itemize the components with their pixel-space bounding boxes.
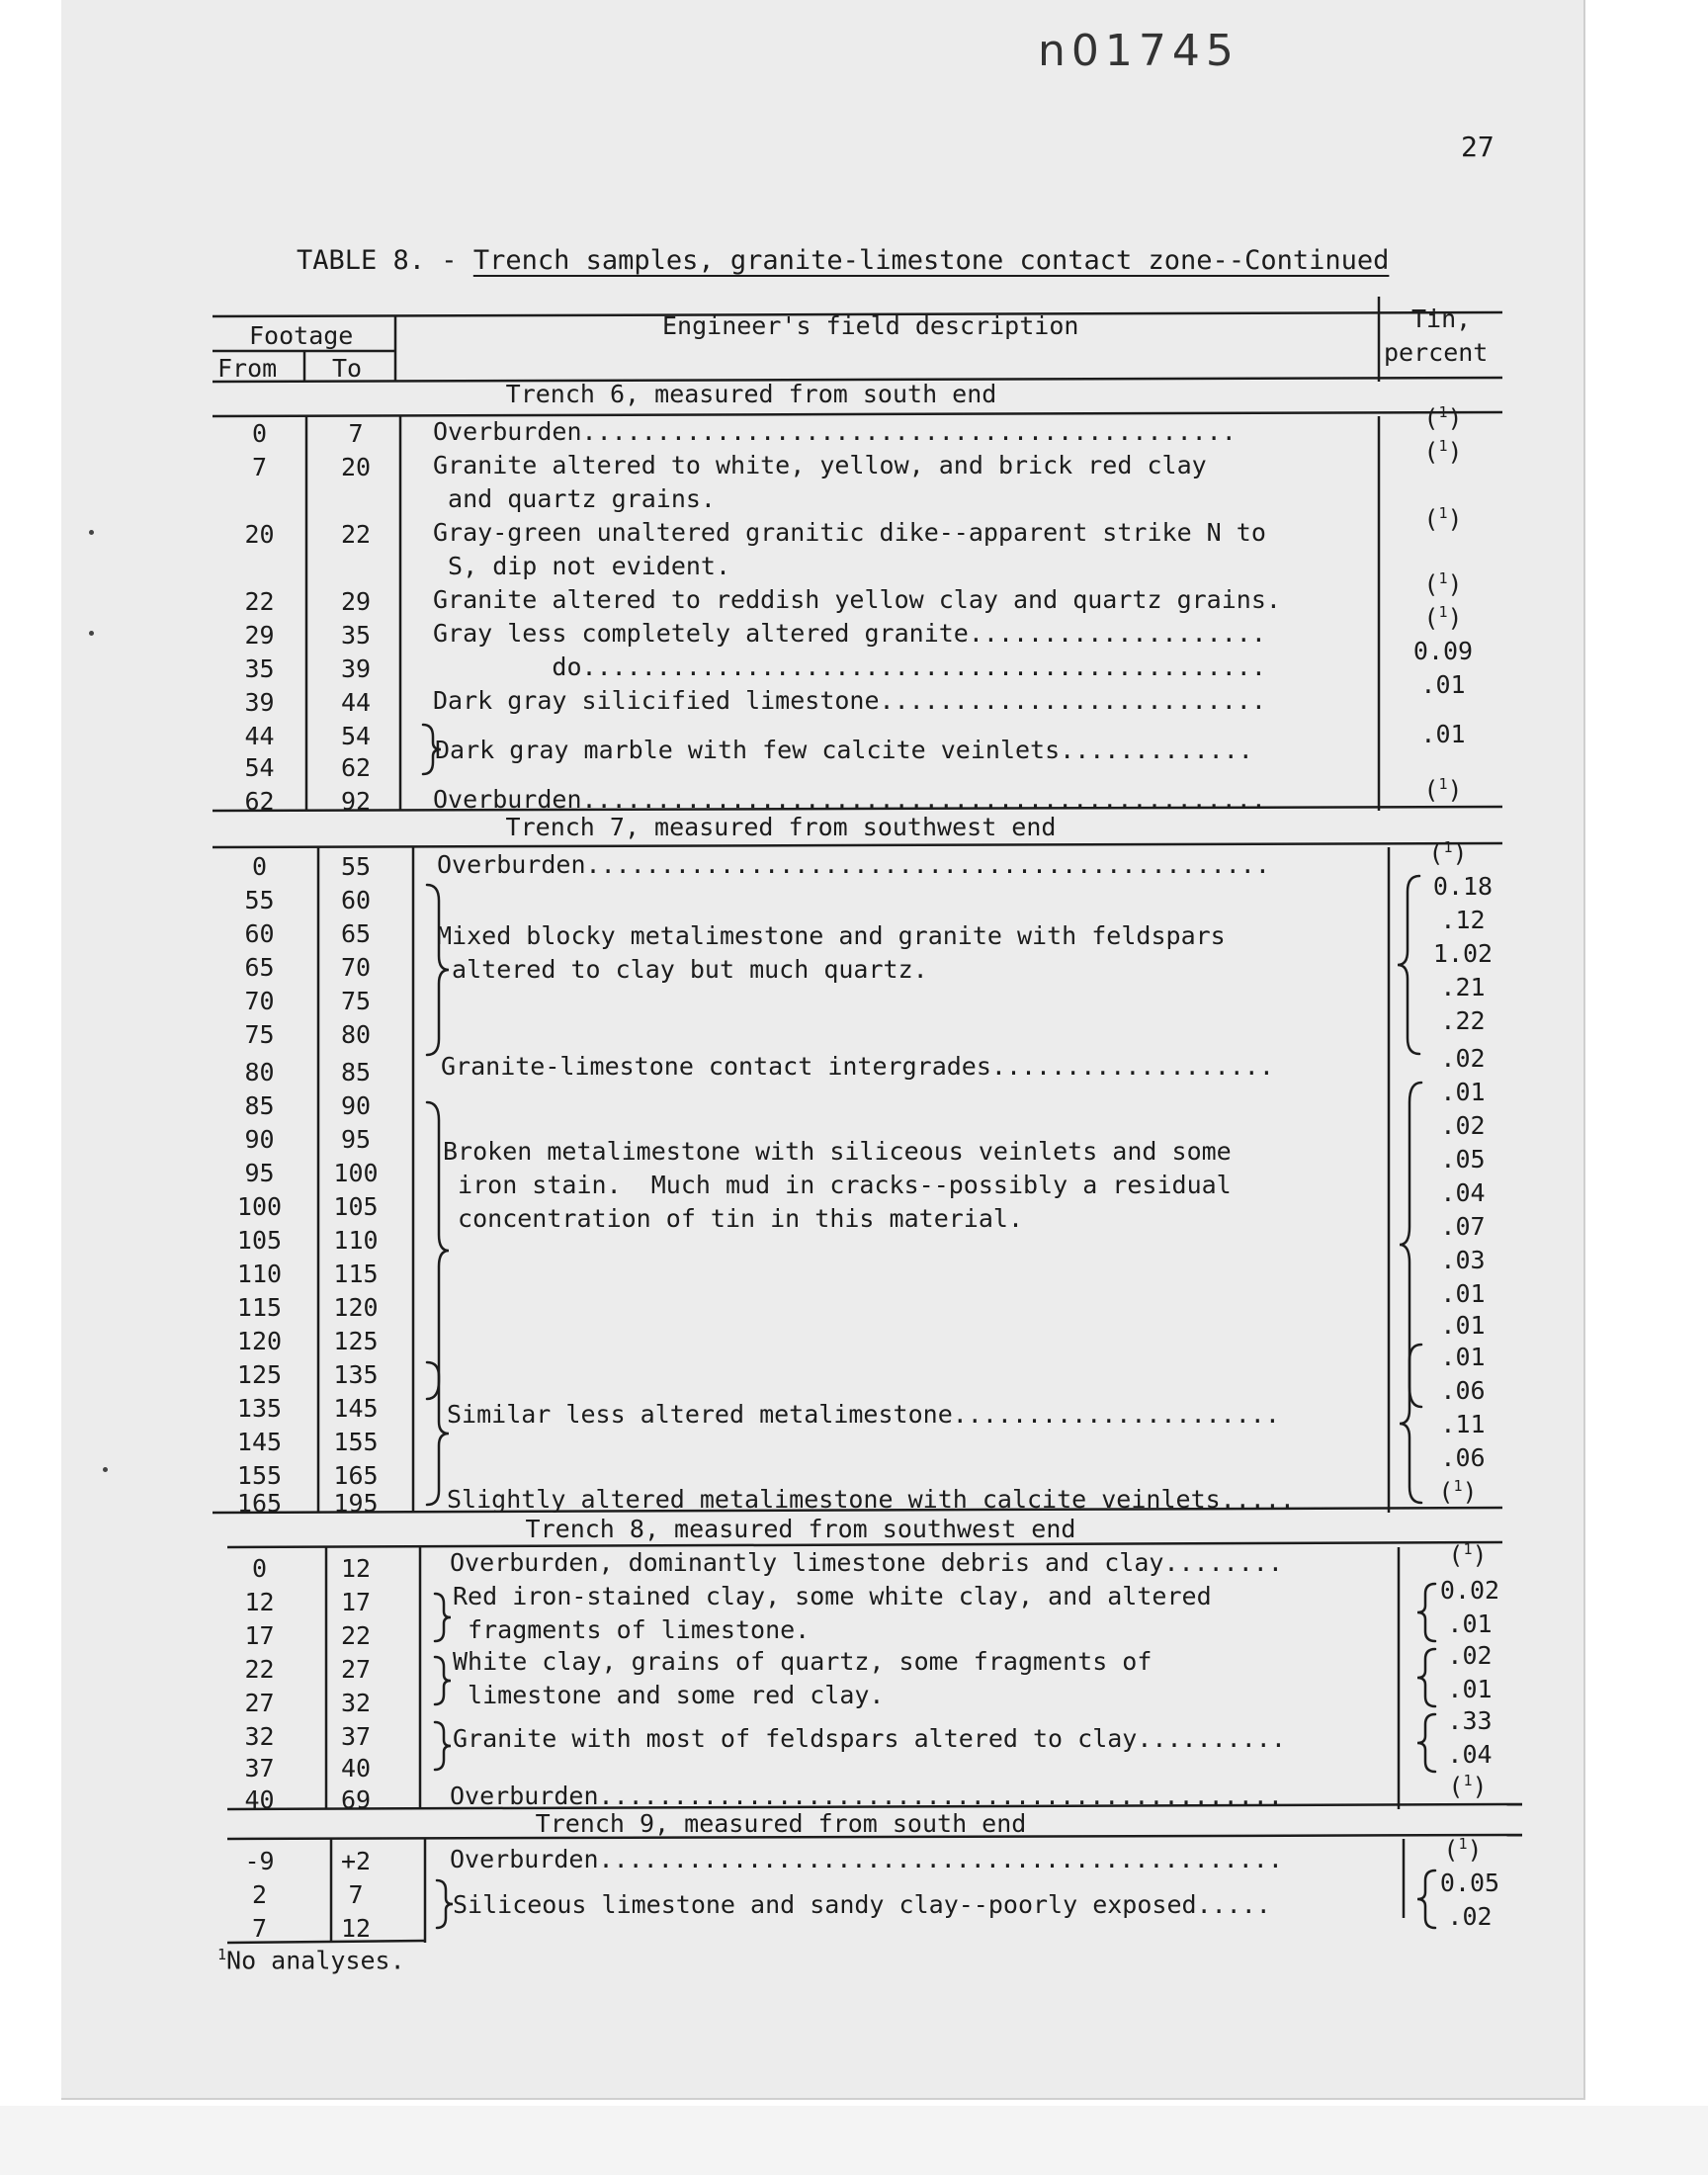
tin-value: .02 xyxy=(1447,1902,1493,1931)
footage-to: 85 xyxy=(340,1058,372,1087)
footnote-ref: 1 xyxy=(1438,775,1448,793)
footage-to: 145 xyxy=(333,1394,379,1423)
footage-from: -9 xyxy=(244,1847,275,1875)
footage-from: 39 xyxy=(244,688,275,717)
footnote-ref: 1 xyxy=(1443,838,1453,856)
tin-value: .03 xyxy=(1440,1246,1486,1274)
tin-value: ($^1$) xyxy=(1438,1477,1478,1507)
footage-to: 65 xyxy=(340,919,372,948)
footage-to: 40 xyxy=(340,1754,372,1783)
table-title-main: Trench samples, granite-limestone contact zone--Continued xyxy=(472,245,1390,276)
footage-to: 7 xyxy=(348,1880,364,1909)
footage-from: 115 xyxy=(236,1293,283,1322)
footnote-mark: 1 xyxy=(217,1946,227,1963)
description: Overburden.............................................. xyxy=(433,785,1266,814)
description: Gray less completely altered granite.................... xyxy=(433,619,1266,648)
tin-header-line2: percent xyxy=(1384,338,1489,367)
tin-value: .11 xyxy=(1440,1410,1486,1438)
tin-value: .21 xyxy=(1440,973,1486,1001)
tin-value: ($^1$) xyxy=(1423,437,1463,467)
description: Overburden, dominantly limestone debris and clay........ xyxy=(450,1548,1283,1577)
section-title-trench-9: Trench 9, measured from south end xyxy=(535,1809,1027,1838)
footage-to: 135 xyxy=(333,1360,379,1389)
tin-value: 0.05 xyxy=(1439,1869,1500,1897)
scanner-background xyxy=(0,2106,1708,2175)
tin-value: .04 xyxy=(1447,1740,1493,1769)
tin-value: .01 xyxy=(1440,1311,1486,1340)
footage-from: 120 xyxy=(236,1327,283,1355)
footage-to: 12 xyxy=(340,1554,372,1583)
footage-from: 12 xyxy=(244,1588,275,1616)
footage-from: 145 xyxy=(236,1428,283,1456)
footage-to: 29 xyxy=(340,587,372,616)
footage-from: 80 xyxy=(244,1058,275,1087)
tin-value: .33 xyxy=(1447,1706,1493,1735)
footnote-text: No analyses. xyxy=(226,1946,405,1975)
footage-from: 110 xyxy=(236,1260,283,1288)
description: do.............................................. xyxy=(433,652,1266,681)
footage-from: 70 xyxy=(244,987,275,1015)
footage-to: 32 xyxy=(340,1689,372,1717)
tin-value: .02 xyxy=(1440,1044,1486,1073)
footage-to: 80 xyxy=(340,1020,372,1049)
tin-value: .02 xyxy=(1447,1641,1493,1670)
footage-to: 92 xyxy=(340,787,372,816)
footnote-ref: 1 xyxy=(1438,569,1448,587)
footage-to: 120 xyxy=(333,1293,379,1322)
footage-to: 110 xyxy=(333,1226,379,1255)
footnote xyxy=(217,1946,405,1974)
footage-from: 155 xyxy=(236,1461,283,1490)
footage-from: 0 xyxy=(251,1554,268,1583)
footage-to: 70 xyxy=(340,953,372,982)
section-title-trench-6: Trench 6, measured from south end xyxy=(505,380,997,408)
footage-to: 37 xyxy=(340,1722,372,1751)
footage-from: 55 xyxy=(244,886,275,914)
footage-from: 20 xyxy=(244,520,275,549)
description: Slightly altered metalimestone with calcite veinlets..... xyxy=(447,1485,1295,1514)
footage-header: Footage xyxy=(249,321,354,350)
footage-from: 90 xyxy=(244,1125,275,1154)
description: Similar less altered metalimestone...................... xyxy=(447,1400,1280,1429)
description: Overburden.............................................. xyxy=(437,850,1270,879)
tin-value: ($^1$) xyxy=(1443,1835,1483,1865)
tin-value: .01 xyxy=(1440,1078,1486,1106)
tin-value: 0.02 xyxy=(1439,1576,1500,1605)
description: Overburden.............................................. xyxy=(450,1782,1283,1810)
description: Granite with most of feldspars altered to clay.......... xyxy=(453,1724,1286,1753)
footage-to: 69 xyxy=(340,1785,372,1814)
table-title-lead: TABLE 8. - xyxy=(297,245,473,276)
tin-value: .01 xyxy=(1447,1610,1493,1638)
tin-value: ($^1$) xyxy=(1428,838,1468,868)
description: Gray-green unaltered granitic dike--apparent strike N to S, dip not evident. xyxy=(433,518,1266,580)
footage-to: +2 xyxy=(340,1847,372,1875)
tin-value: .12 xyxy=(1440,906,1486,934)
footnote-ref: 1 xyxy=(1463,1772,1473,1789)
footage-from: 35 xyxy=(244,654,275,683)
description: Dark gray silicified limestone.......................... xyxy=(433,686,1266,715)
footage-to: 54 xyxy=(340,722,372,750)
footage-to: 20 xyxy=(340,453,372,481)
footage-to: 27 xyxy=(340,1655,372,1684)
footage-from: 60 xyxy=(244,919,275,948)
document-stamp: n01745 xyxy=(1038,26,1239,76)
footage-to: 95 xyxy=(340,1125,372,1154)
tin-value: .06 xyxy=(1440,1376,1486,1405)
tin-value: 0.09 xyxy=(1412,637,1474,665)
tin-value: ($^1$) xyxy=(1448,1772,1488,1801)
table-title xyxy=(297,245,1389,276)
footage-to: 60 xyxy=(340,886,372,914)
footage-from: 0 xyxy=(251,419,268,448)
footage-from: 62 xyxy=(244,787,275,816)
footage-to: 165 xyxy=(333,1461,379,1490)
tin-value: ($^1$) xyxy=(1448,1540,1488,1570)
section-title-trench-8: Trench 8, measured from southwest end xyxy=(525,1515,1076,1543)
tin-value: .01 xyxy=(1447,1675,1493,1703)
tin-value: .01 xyxy=(1440,1279,1486,1308)
description-header: Engineer's field description xyxy=(662,311,1079,340)
footage-to: 39 xyxy=(340,654,372,683)
description: Granite altered to white, yellow, and brick red clay and quartz grains. xyxy=(433,451,1207,513)
footage-to: 55 xyxy=(340,852,372,881)
footage-from: 125 xyxy=(236,1360,283,1389)
footage-from: 27 xyxy=(244,1689,275,1717)
tin-header-line1: Tin, xyxy=(1411,304,1472,333)
page-number: 27 xyxy=(1461,130,1494,163)
footage-from: 65 xyxy=(244,953,275,982)
footage-from: 95 xyxy=(244,1159,275,1187)
footage-to: 155 xyxy=(333,1428,379,1456)
footage-from: 40 xyxy=(244,1785,275,1814)
to-header: To xyxy=(332,354,363,383)
footage-to: 105 xyxy=(333,1192,379,1221)
footage-from: 100 xyxy=(236,1192,283,1221)
description: Overburden............................................ xyxy=(433,417,1237,446)
tin-value: .01 xyxy=(1420,670,1466,699)
description: Overburden.............................................. xyxy=(450,1845,1283,1873)
footage-to: 22 xyxy=(340,1621,372,1650)
footage-from: 0 xyxy=(251,852,268,881)
tin-value: .04 xyxy=(1440,1178,1486,1207)
footnote-ref: 1 xyxy=(1438,603,1448,621)
footage-from: 165 xyxy=(236,1489,283,1518)
description: Granite-limestone contact intergrades................... xyxy=(441,1052,1274,1081)
footnote-ref: 1 xyxy=(1453,1477,1463,1495)
footage-to: 125 xyxy=(333,1327,379,1355)
footage-to: 62 xyxy=(340,753,372,782)
tin-value: .01 xyxy=(1440,1343,1486,1371)
footnote-ref: 1 xyxy=(1463,1540,1473,1558)
footage-from: 2 xyxy=(251,1880,268,1909)
tin-value: 1.02 xyxy=(1432,939,1494,968)
footage-from: 37 xyxy=(244,1754,275,1783)
footnote-ref: 1 xyxy=(1438,403,1448,421)
from-header: From xyxy=(217,354,278,383)
tin-value: ($^1$) xyxy=(1423,569,1463,599)
footnote-ref: 1 xyxy=(1438,504,1448,522)
description: White clay, grains of quartz, some fragments of limestone and some red clay. xyxy=(453,1647,1153,1709)
footage-to: 100 xyxy=(333,1159,379,1187)
footage-to: 7 xyxy=(348,419,364,448)
footage-from: 75 xyxy=(244,1020,275,1049)
description: Broken metalimestone with siliceous veinlets and some iron stain. Much mud in cracks--possibly a residual concentration of tin in this material. xyxy=(443,1137,1232,1233)
footage-from: 17 xyxy=(244,1621,275,1650)
description: Granite altered to reddish yellow clay and quartz grains. xyxy=(433,585,1281,614)
footage-from: 32 xyxy=(244,1722,275,1751)
description: Red iron-stained clay, some white clay, and altered fragments of limestone. xyxy=(453,1582,1212,1644)
tin-value: ($^1$) xyxy=(1423,603,1463,633)
footage-to: 12 xyxy=(340,1914,372,1943)
footage-from: 29 xyxy=(244,621,275,650)
footage-to: 44 xyxy=(340,688,372,717)
footage-from: 7 xyxy=(251,1914,268,1943)
footage-from: 135 xyxy=(236,1394,283,1423)
footage-to: 35 xyxy=(340,621,372,650)
tin-value: .22 xyxy=(1440,1006,1486,1035)
description: Siliceous limestone and sandy clay--poorly exposed..... xyxy=(453,1890,1271,1919)
tin-value: ($^1$) xyxy=(1423,504,1463,534)
footage-to: 75 xyxy=(340,987,372,1015)
tin-value: ($^1$) xyxy=(1423,775,1463,805)
footage-to: 17 xyxy=(340,1588,372,1616)
footage-from: 44 xyxy=(244,722,275,750)
footage-from: 22 xyxy=(244,587,275,616)
footage-to: 22 xyxy=(340,520,372,549)
footage-from: 85 xyxy=(244,1091,275,1120)
footage-from: 22 xyxy=(244,1655,275,1684)
footage-from: 54 xyxy=(244,753,275,782)
tin-value: .02 xyxy=(1440,1111,1486,1140)
footnote-ref: 1 xyxy=(1458,1835,1468,1853)
tin-value: .01 xyxy=(1420,720,1466,748)
description: Mixed blocky metalimestone and granite with feldspars altered to clay but much quartz. xyxy=(437,921,1226,984)
section-title-trench-7: Trench 7, measured from southwest end xyxy=(505,813,1057,841)
tin-value: ($^1$) xyxy=(1423,403,1463,433)
tin-value: .06 xyxy=(1440,1443,1486,1472)
tin-value: .07 xyxy=(1440,1212,1486,1241)
tin-value: .05 xyxy=(1440,1145,1486,1174)
footage-to: 195 xyxy=(333,1489,379,1518)
footnote-ref: 1 xyxy=(1438,437,1448,455)
footage-to: 115 xyxy=(333,1260,379,1288)
footage-from: 105 xyxy=(236,1226,283,1255)
footage-from: 7 xyxy=(251,453,268,481)
tin-value: 0.18 xyxy=(1432,872,1494,901)
description: Dark gray marble with few calcite veinlets............. xyxy=(435,736,1253,764)
footage-to: 90 xyxy=(340,1091,372,1120)
